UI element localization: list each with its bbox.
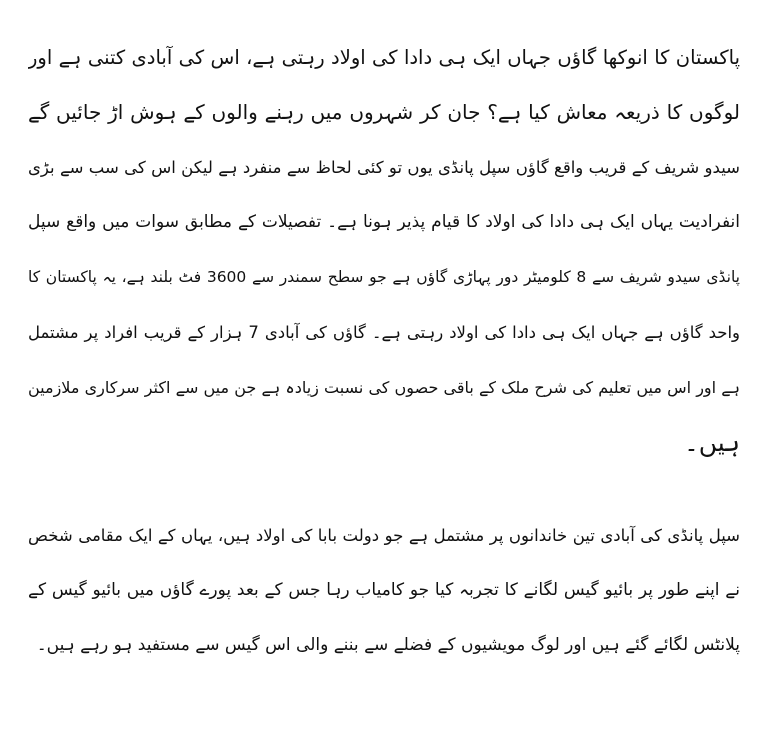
text-line: سپل پانڈی کی آبادی تین خاندانوں پر مشتمل ہے جو دولت بابا کی اولاد ہیں، یہاں کے ایک مقامی شخص xyxy=(28,526,740,545)
text-line: پانڈی سیدو شریف سے 8 کلومیٹر دور پہاڑی گاؤں ہے جو سطح سمندر سے 3600 فٹ بلند ہے، یہ پاکستان کا xyxy=(28,268,740,286)
text-line: پاکستان کا انوکھا گاؤں جہاں ایک ہی دادا کی اولاد رہتی ہے، اس کی آبادی کتنی ہے اور xyxy=(28,46,740,69)
article-body xyxy=(28,30,740,673)
text-line: ہے اور اس میں تعلیم کی شرح ملک کے باقی حصوں کی نسبت زیادہ ہے جن میں سے اکثر سرکاری ملازمین xyxy=(28,378,740,397)
paragraph-2 xyxy=(28,508,740,673)
text-line: واحد گاؤں ہے جہاں ایک ہی دادا کی اولاد رہتی ہے۔ گاؤں کی آبادی 7 ہزار کے قریب افراد پر مشتمل xyxy=(28,323,740,342)
text-line: سیدو شریف کے قریب واقع گاؤں سپل پانڈی یوں تو کئی لحاظ سے منفرد ہے لیکن اس کی سب سے بڑی xyxy=(28,158,740,177)
text-line: پلانٹس لگائے گئے ہیں اور لوگ مویشیوں کے فضلے سے بننے والی اس گیس سے مستفید ہو رہے ہیں۔ xyxy=(36,635,740,655)
text-line: انفرادیت یہاں ایک ہی دادا کی اولاد کا قیام پذیر ہونا ہے۔ تفصیلات کے مطابق سوات میں واقع سپل xyxy=(28,212,740,232)
paragraph-1 xyxy=(28,30,740,470)
text-line: ہیں۔ xyxy=(684,428,740,457)
text-line: نے اپنے طور پر بائیو گیس لگانے کا تجربہ کیا جو کامیاب رہا جس کے بعد پورے گاؤں میں بائیو گیس کے xyxy=(28,580,740,600)
paragraph-spacer xyxy=(28,470,740,508)
text-line: لوگوں کا ذریعہ معاش کیا ہے؟ جان کر شہروں میں رہنے والوں کے ہوش اڑ جائیں گے xyxy=(28,100,740,124)
